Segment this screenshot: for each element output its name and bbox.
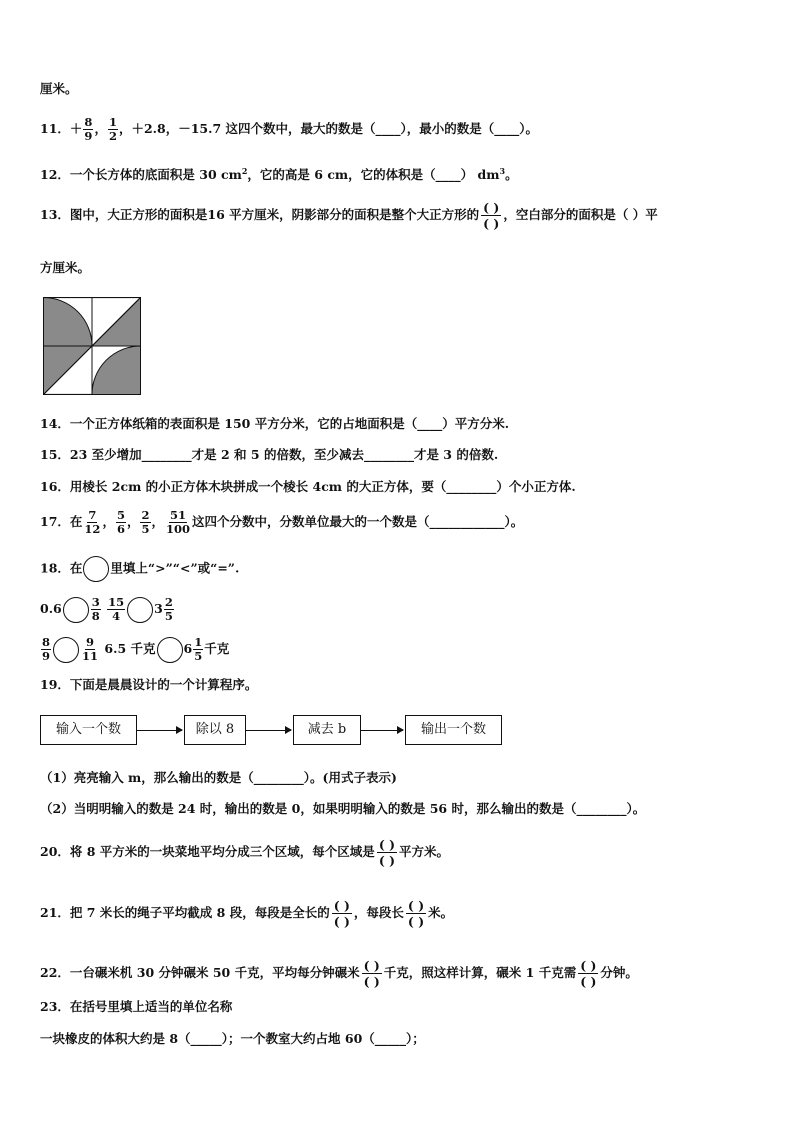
numerator-blank[interactable]: ( ) bbox=[407, 898, 425, 913]
question-23-part-1: 一块橡皮的体积大约是 8（_____）；一个教室大约占地 60（_____）； bbox=[40, 1031, 425, 1046]
denominator: 4 bbox=[112, 609, 121, 623]
fraction-7-12 bbox=[83, 509, 101, 536]
flow-box-output: 输出一个数 bbox=[405, 715, 502, 745]
comparison-circle-2[interactable] bbox=[127, 597, 153, 623]
square-pinwheel-figure bbox=[43, 297, 141, 395]
question-text: ，每段长 bbox=[353, 905, 404, 920]
comparison-circle-3[interactable] bbox=[53, 637, 79, 663]
question-23 bbox=[40, 998, 232, 1016]
numerator: 15 bbox=[108, 595, 125, 609]
question-22 bbox=[40, 958, 638, 989]
denominator: 11 bbox=[82, 649, 99, 663]
question-text: 用棱长 2cm 的小正方体木块拼成一个棱长 4cm 的大正方体，要（________）个小正方体. bbox=[69, 479, 576, 494]
question-13 bbox=[40, 200, 658, 231]
numerator: 1 bbox=[108, 115, 117, 129]
fraction-15-4 bbox=[107, 596, 125, 623]
fraction-1-5 bbox=[193, 636, 203, 663]
numerator: 51 bbox=[170, 508, 187, 522]
denominator-blank[interactable]: ( ) bbox=[580, 974, 597, 989]
question-number: 14． bbox=[40, 416, 70, 431]
question-18-row-2 bbox=[40, 636, 229, 663]
question-number: 19． bbox=[40, 677, 70, 692]
answer-fraction-blank[interactable] bbox=[332, 898, 352, 929]
flow-arrow bbox=[361, 730, 403, 731]
question-text: ，它的高是 6 cm，它的体积是（____） dm bbox=[247, 167, 500, 183]
denominator: 9 bbox=[84, 129, 93, 143]
flow-arrow bbox=[137, 730, 182, 731]
denominator: 8 bbox=[91, 609, 100, 623]
denominator-blank[interactable]: ( ) bbox=[363, 974, 380, 989]
comparison-circle-example bbox=[83, 556, 109, 582]
denominator: 100 bbox=[166, 522, 191, 536]
numerator-blank[interactable]: ( ) bbox=[333, 898, 350, 913]
denominator-blank[interactable]: ( ) bbox=[483, 216, 500, 231]
question-text: 图中，大正方形的面积是16 平方厘米，阴影部分的面积是整个大正方形的 bbox=[69, 207, 480, 222]
numerator: 8 bbox=[84, 115, 93, 129]
answer-fraction-blank[interactable] bbox=[578, 958, 598, 989]
fraction-8-9 bbox=[41, 636, 51, 663]
question-text: 一个正方体纸箱的表面积是 150 平方分米，它的占地面积是（____）平方分米. bbox=[69, 416, 510, 431]
question-text: 米。 bbox=[428, 905, 454, 920]
question-text: ，空白部分的面积是（ ）平 bbox=[503, 207, 658, 222]
question-14 bbox=[40, 415, 509, 433]
denominator-blank[interactable]: ( ) bbox=[333, 914, 350, 929]
question-number: 21． bbox=[40, 905, 70, 920]
numerator: 5 bbox=[116, 508, 125, 522]
numerator: 2 bbox=[164, 595, 173, 609]
value: 6.5 千克 bbox=[104, 641, 156, 656]
question-number: 18． bbox=[40, 560, 70, 576]
fraction-8-9 bbox=[83, 116, 93, 143]
denominator: 5 bbox=[164, 609, 173, 623]
fraction-1-2 bbox=[108, 116, 118, 143]
question-12 bbox=[40, 162, 518, 184]
question-number: 17． bbox=[40, 514, 70, 529]
comparison-circle-1[interactable] bbox=[63, 597, 89, 623]
comma: ， bbox=[126, 514, 140, 529]
numerator: 1 bbox=[194, 635, 203, 649]
question-number: 15． bbox=[40, 447, 70, 462]
comma: ， bbox=[94, 121, 107, 136]
question-20 bbox=[40, 837, 449, 868]
numerator: 7 bbox=[88, 508, 97, 522]
denominator: 5 bbox=[141, 522, 150, 536]
numerator: 3 bbox=[91, 595, 100, 609]
flow-box-divide: 除以 8 bbox=[184, 715, 246, 745]
answer-fraction-blank[interactable] bbox=[377, 837, 397, 868]
numerator-blank[interactable]: ( ) bbox=[483, 200, 500, 215]
fraction-5-6 bbox=[116, 509, 126, 536]
question-text: 这四个分数中，分数单位最大的一个数是（____________）。 bbox=[192, 514, 524, 529]
question-number: 12． bbox=[40, 167, 70, 183]
question-text: 23 至少增加________才是 2 和 5 的倍数，至少减去________才是 3 的倍数. bbox=[69, 447, 499, 462]
answer-fraction-blank[interactable] bbox=[406, 898, 426, 929]
question-text: 下面是晨晨设计的一个计算程序。 bbox=[69, 677, 258, 692]
answer-fraction-blank[interactable] bbox=[481, 200, 501, 231]
numerator: 8 bbox=[42, 635, 51, 649]
value: 0.6 bbox=[40, 601, 62, 616]
superscript: 3 bbox=[499, 166, 506, 176]
whole-number: 3 bbox=[154, 601, 163, 616]
numerator-blank[interactable]: ( ) bbox=[378, 837, 395, 852]
numerator: 2 bbox=[141, 508, 150, 522]
question-17 bbox=[40, 509, 523, 536]
numerator-blank[interactable]: ( ) bbox=[580, 958, 597, 973]
question-text: 分钟。 bbox=[600, 965, 638, 980]
fraction-2-5 bbox=[164, 596, 174, 623]
question-number: 16． bbox=[40, 479, 70, 494]
comma: ， bbox=[102, 514, 115, 529]
answer-fraction-blank[interactable] bbox=[362, 958, 382, 989]
question-text: 在 bbox=[69, 514, 83, 529]
numerator: 9 bbox=[86, 635, 95, 649]
denominator: 2 bbox=[108, 129, 117, 143]
question-21 bbox=[40, 898, 453, 929]
question-15 bbox=[40, 446, 498, 464]
question-number: 20． bbox=[40, 844, 70, 859]
flow-arrow bbox=[246, 730, 291, 731]
question-text: 在括号里填上适当的单位名称 bbox=[69, 999, 233, 1014]
question-text: 千克，照这样计算，碾米 1 千克需 bbox=[383, 965, 577, 980]
denominator: 9 bbox=[42, 649, 51, 663]
question-16 bbox=[40, 478, 576, 496]
previous-question-tail: 厘米。 bbox=[40, 81, 78, 96]
question-text: 里填上“>”“<”或“=”. bbox=[110, 560, 240, 576]
fraction-2-5 bbox=[140, 509, 150, 536]
numerator-blank[interactable]: ( ) bbox=[363, 958, 380, 973]
superscript: 2 bbox=[241, 166, 248, 176]
fraction-51-100 bbox=[165, 509, 191, 536]
question-text: 在 bbox=[69, 560, 83, 576]
question-11 bbox=[40, 116, 538, 143]
sign: ＋ bbox=[69, 121, 83, 136]
denominator-blank[interactable]: ( ) bbox=[378, 853, 395, 868]
question-text: 平方米。 bbox=[399, 844, 450, 859]
denominator: 5 bbox=[194, 649, 203, 663]
question-text: 。 bbox=[505, 167, 518, 183]
question-13-continued: 方厘米。 bbox=[40, 260, 91, 275]
question-text: 一个长方体的底面积是 30 cm bbox=[69, 167, 242, 183]
question-number: 22． bbox=[40, 965, 70, 980]
question-18-row-1 bbox=[40, 596, 175, 623]
fraction-3-8 bbox=[91, 596, 101, 623]
comparison-circle-4[interactable] bbox=[157, 637, 183, 663]
flow-box-subtract: 减去 b bbox=[293, 715, 361, 745]
question-text: 把 7 米长的绳子平均截成 8 段，每段是全长的 bbox=[69, 905, 330, 920]
denominator: 6 bbox=[116, 522, 125, 536]
question-number: 13． bbox=[40, 207, 70, 222]
denominator: 12 bbox=[84, 522, 101, 536]
question-number: 23． bbox=[40, 999, 70, 1014]
question-18 bbox=[40, 556, 239, 582]
unit: 千克 bbox=[204, 641, 230, 656]
denominator-blank[interactable]: ( ) bbox=[407, 914, 425, 929]
question-text: ，＋2.8，－15.7 这四个数中，最大的数是（____），最小的数是（____）。 bbox=[118, 121, 539, 136]
question-19-part-1: （1）亮亮输入 m，那么输出的数是（________）。(用式子表示) bbox=[40, 770, 397, 785]
question-text: 一台碾米机 30 分钟碾米 50 千克，平均每分钟碾米 bbox=[69, 965, 360, 980]
question-number: 11． bbox=[40, 121, 70, 136]
question-19-part-2: （2）当明明输入的数是 24 时，输出的数是 0，如果明明输入的数是 56 时，那么输出的数是（________）。 bbox=[40, 801, 646, 816]
flow-box-input: 输入一个数 bbox=[40, 715, 137, 745]
whole-number: 6 bbox=[183, 641, 193, 656]
question-text: 将 8 平方米的一块菜地平均分成三个区域，每个区域是 bbox=[69, 844, 375, 859]
question-19 bbox=[40, 676, 257, 694]
fraction-9-11 bbox=[81, 636, 99, 663]
comma: ， bbox=[151, 514, 165, 529]
